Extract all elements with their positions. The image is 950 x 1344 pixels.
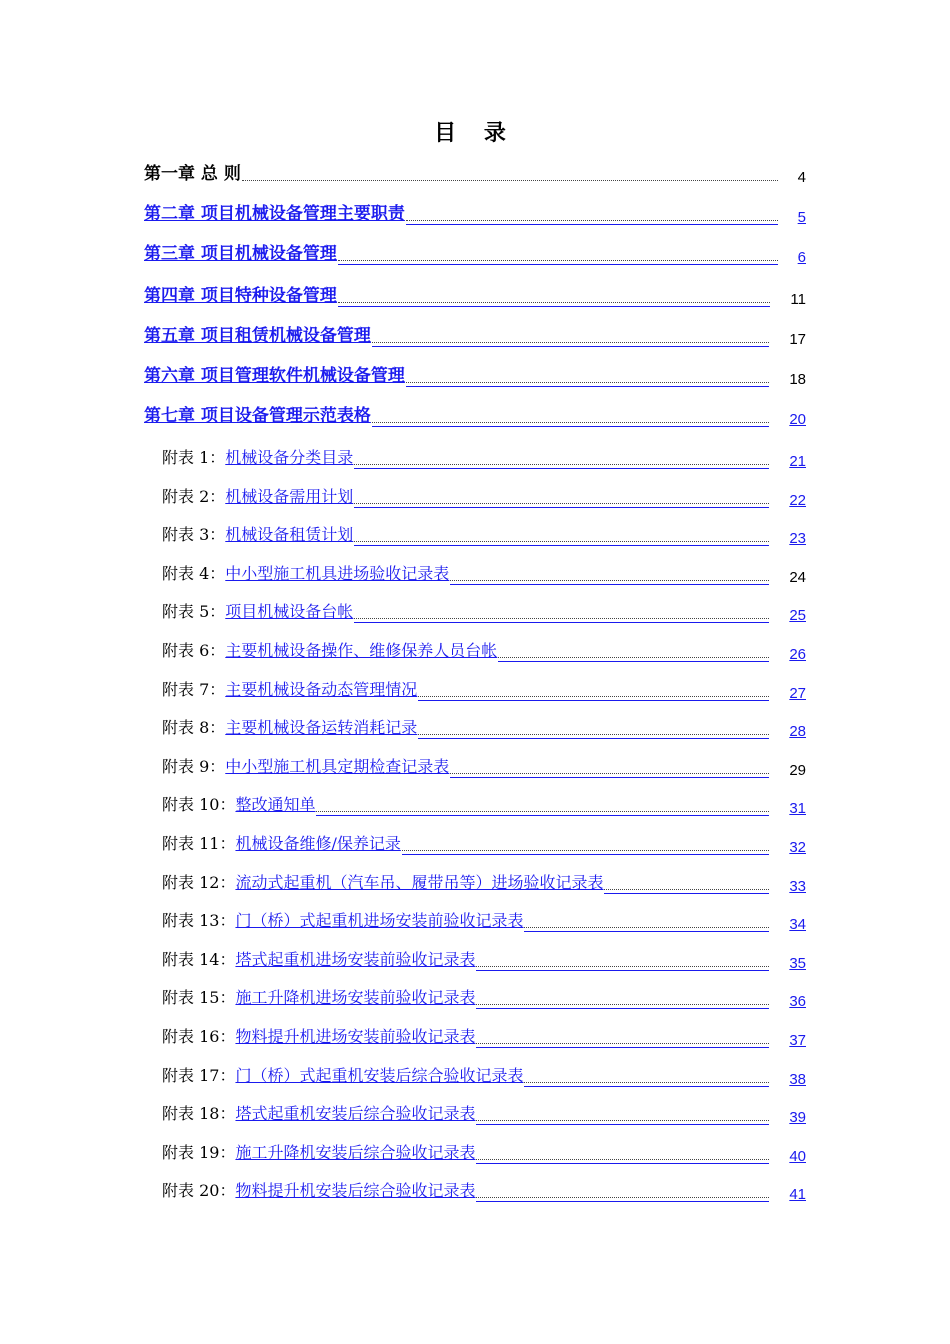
appendix-prefix: 附表 8： xyxy=(162,718,226,738)
toc-entry-link[interactable]: 门（桥）式起重机安装后综合验收记录表 xyxy=(235,1065,524,1085)
appendix-prefix: 附表 6： xyxy=(162,641,226,660)
toc-appendix-entry[interactable] xyxy=(162,444,806,470)
toc-entry-link[interactable]: 第六章 项目管理软件机械设备管理 xyxy=(144,366,405,386)
toc-entry-link[interactable]: 第三章 项目机械设备管理 xyxy=(144,244,337,264)
toc-entry-label xyxy=(162,985,475,1008)
appendix-prefix: 附表 15： xyxy=(162,988,236,1008)
dot-leader xyxy=(354,503,769,504)
toc-entry-label xyxy=(162,522,353,545)
toc-entry-label xyxy=(144,361,405,386)
appendix-prefix: 附表 19： xyxy=(162,1142,236,1162)
toc-entry-link[interactable]: 第五章 项目租赁机械设备管理 xyxy=(144,326,371,346)
link-underline xyxy=(354,468,769,469)
page-number[interactable]: 32 xyxy=(789,839,806,856)
page-number: 29 xyxy=(789,761,806,779)
toc-entry-link[interactable]: 流动式起重机（汽车吊、履带吊等）进场验收记录表 xyxy=(235,872,604,892)
link-underline xyxy=(406,224,778,225)
toc-entry-link[interactable]: 塔式起重机进场安装前验收记录表 xyxy=(235,949,476,969)
toc-appendix-entry[interactable] xyxy=(162,1139,806,1165)
toc-entry-label xyxy=(162,947,475,970)
toc-entry-link[interactable]: 项目机械设备台帐 xyxy=(225,602,354,622)
page-number[interactable]: 35 xyxy=(789,954,806,972)
toc-entry-label xyxy=(162,1024,475,1047)
toc-entry-link[interactable]: 门（桥）式起重机进场安装前验收记录表 xyxy=(235,911,524,931)
page-number: 4 xyxy=(797,169,806,186)
page-number[interactable]: 26 xyxy=(789,646,806,663)
dot-leader xyxy=(338,260,778,261)
toc-entry-link[interactable]: 主要机械设备动态管理情况 xyxy=(225,679,418,699)
toc-appendix-entry[interactable] xyxy=(162,946,806,972)
dot-leader xyxy=(476,1120,769,1121)
appendix-prefix: 附表 3： xyxy=(162,525,226,545)
page-number[interactable]: 27 xyxy=(789,684,806,702)
toc-entry-link[interactable]: 第四章 项目特种设备管理 xyxy=(144,286,337,306)
toc-entry-label xyxy=(162,1178,475,1201)
toc-entry-label xyxy=(144,199,405,224)
toc-entry-link[interactable]: 主要机械设备运转消耗记录 xyxy=(225,718,418,738)
toc-entry-link[interactable]: 第七章 项目设备管理示范表格 xyxy=(144,406,371,426)
toc-appendix-entry[interactable] xyxy=(162,907,806,933)
toc-entry-link[interactable]: 物料提升机安装后综合验收记录表 xyxy=(235,1181,476,1201)
toc-entry-link[interactable]: 第二章 项目机械设备管理主要职责 xyxy=(144,204,405,224)
appendix-prefix: 附表 12： xyxy=(162,872,236,892)
toc-entry-label xyxy=(162,484,353,507)
page-number[interactable]: 34 xyxy=(789,916,806,934)
toc-entry-link[interactable]: 中小型施工机具进场验收记录表 xyxy=(225,563,450,583)
dot-leader xyxy=(476,1197,769,1198)
dot-leader xyxy=(338,302,771,303)
link-underline xyxy=(450,584,769,585)
link-underline xyxy=(354,545,769,546)
toc-entry-label xyxy=(162,754,449,777)
link-underline xyxy=(524,931,769,932)
toc-entry-label xyxy=(162,792,315,815)
toc-entry-link[interactable]: 主要机械设备操作、维修保养人员台帐 xyxy=(225,641,498,660)
toc-appendix-entry[interactable] xyxy=(162,483,806,509)
toc-entry-label xyxy=(144,239,337,264)
appendix-prefix: 附表 5： xyxy=(162,602,226,622)
dot-leader xyxy=(418,696,769,697)
link-underline xyxy=(604,893,769,894)
appendix-prefix: 附表 11： xyxy=(162,834,236,853)
dot-leader xyxy=(476,1004,769,1005)
toc-chapter-entry xyxy=(144,282,806,308)
toc-appendix-entry[interactable] xyxy=(162,1023,806,1049)
toc-appendix-entry[interactable] xyxy=(162,598,806,624)
toc-chapter-entry xyxy=(144,160,806,186)
page-number[interactable]: 37 xyxy=(789,1032,806,1049)
link-underline xyxy=(524,1086,769,1087)
page-number[interactable]: 6 xyxy=(797,249,806,266)
dot-leader xyxy=(524,1082,769,1083)
link-underline xyxy=(402,854,769,855)
toc-entry-label xyxy=(144,401,371,426)
page-number[interactable]: 36 xyxy=(789,993,806,1011)
toc-entry-link[interactable]: 机械设备租赁计划 xyxy=(225,525,354,545)
toc-appendix-entry[interactable] xyxy=(162,714,806,740)
link-underline xyxy=(476,1008,769,1009)
toc-appendix-entry[interactable] xyxy=(162,830,806,856)
dot-leader xyxy=(316,811,769,812)
toc-title: 目 录 xyxy=(434,121,516,146)
appendix-prefix: 附表 16： xyxy=(162,1027,236,1046)
toc-appendix-entry[interactable] xyxy=(162,869,806,895)
toc-entry-label xyxy=(162,1140,475,1163)
dot-leader xyxy=(354,618,769,619)
page-number[interactable]: 21 xyxy=(789,453,806,470)
page-number: 24 xyxy=(789,568,806,586)
toc-appendix-entry[interactable] xyxy=(162,676,806,702)
dot-leader xyxy=(450,773,769,774)
link-underline xyxy=(338,264,778,265)
toc-entry-link[interactable]: 施工升降机安装后综合验收记录表 xyxy=(235,1142,476,1162)
link-underline xyxy=(450,777,769,778)
dot-leader xyxy=(242,180,778,181)
link-underline xyxy=(498,661,769,662)
dot-leader xyxy=(476,1043,769,1044)
toc-entry-link[interactable]: 中小型施工机具定期检查记录表 xyxy=(225,756,450,776)
appendix-prefix: 附表 10： xyxy=(162,795,236,815)
appendix-prefix: 附表 14： xyxy=(162,949,236,969)
dot-leader xyxy=(450,580,769,581)
dot-leader xyxy=(604,889,769,890)
page-number[interactable]: 33 xyxy=(789,877,806,895)
appendix-prefix: 附表 20： xyxy=(162,1181,236,1201)
page-number[interactable]: 38 xyxy=(789,1070,806,1088)
toc-chapter-entry[interactable] xyxy=(144,402,806,428)
link-underline xyxy=(354,622,769,623)
dot-leader xyxy=(354,464,769,465)
toc-appendix-entry[interactable] xyxy=(162,637,806,663)
toc-entry-link[interactable]: 整改通知单 xyxy=(235,795,316,815)
dot-leader xyxy=(406,382,769,383)
toc-entry-label xyxy=(162,561,449,584)
page-number[interactable]: 20 xyxy=(789,411,806,428)
page-number: 11 xyxy=(790,291,806,308)
link-underline xyxy=(476,1047,769,1048)
toc-chapter-entry[interactable] xyxy=(144,240,806,266)
appendix-prefix: 附表 13： xyxy=(162,911,236,931)
dot-leader xyxy=(498,657,769,658)
page-number[interactable]: 41 xyxy=(789,1186,806,1204)
page-number[interactable]: 22 xyxy=(789,491,806,509)
dot-leader xyxy=(372,422,769,423)
toc-appendix-entry[interactable] xyxy=(162,1062,806,1088)
page-number[interactable]: 40 xyxy=(789,1147,806,1165)
toc-entry-link[interactable]: 机械设备需用计划 xyxy=(225,486,354,506)
link-underline xyxy=(406,386,769,387)
page-number[interactable]: 39 xyxy=(789,1109,806,1127)
dot-leader xyxy=(354,541,769,542)
page-number[interactable]: 31 xyxy=(789,800,806,818)
dot-leader xyxy=(372,342,769,343)
toc-entry-link[interactable]: 塔式起重机安装后综合验收记录表 xyxy=(235,1104,476,1124)
link-underline xyxy=(338,306,771,307)
toc-entry-link[interactable]: 物料提升机进场安装前验收记录表 xyxy=(235,1027,476,1046)
page-number: 18 xyxy=(789,371,806,388)
toc-appendix-entry xyxy=(162,560,806,586)
appendix-prefix: 附表 2： xyxy=(162,486,226,506)
page-number[interactable]: 25 xyxy=(789,607,806,625)
toc-entry-label xyxy=(162,638,497,661)
link-underline xyxy=(476,1201,769,1202)
toc-appendix-entry[interactable] xyxy=(162,1100,806,1126)
toc-entry-label xyxy=(144,159,241,184)
page-number: 17 xyxy=(789,331,806,348)
toc-entry-label xyxy=(162,1101,475,1124)
link-underline xyxy=(476,1163,769,1164)
link-underline xyxy=(476,970,769,971)
link-underline xyxy=(316,815,769,816)
appendix-prefix: 附表 18： xyxy=(162,1104,236,1124)
appendix-prefix: 附表 17： xyxy=(162,1065,236,1085)
toc-entry-label xyxy=(162,908,523,931)
toc-entry-label xyxy=(144,321,371,346)
toc-entry-label xyxy=(162,445,353,468)
toc-entry-label xyxy=(162,1063,523,1086)
page-number[interactable]: 28 xyxy=(789,723,806,741)
toc-entry-label xyxy=(162,870,603,893)
toc-appendix-entry[interactable] xyxy=(162,984,806,1010)
dot-leader xyxy=(524,927,769,928)
dot-leader xyxy=(476,1159,769,1160)
toc-entry-label xyxy=(162,599,353,622)
toc-chapter-entry xyxy=(144,322,806,348)
toc-entry-label xyxy=(162,715,417,738)
link-underline xyxy=(372,426,769,427)
toc-entry-label xyxy=(162,677,417,700)
link-underline xyxy=(476,1124,769,1125)
page-number[interactable]: 23 xyxy=(789,530,806,548)
appendix-prefix: 附表 1： xyxy=(162,448,226,467)
toc-appendix-entry[interactable] xyxy=(162,1177,806,1203)
appendix-prefix: 附表 4： xyxy=(162,563,226,583)
toc-entry-label xyxy=(144,281,337,306)
toc-chapter-entry[interactable] xyxy=(144,200,806,226)
link-underline xyxy=(354,507,769,508)
link-underline xyxy=(418,738,769,739)
toc-entry-link[interactable]: 第一章 总 则 xyxy=(144,164,241,184)
toc-entry-link[interactable]: 机械设备分类目录 xyxy=(225,448,354,467)
toc-appendix-entry xyxy=(162,753,806,779)
toc-entry-label xyxy=(162,831,401,854)
toc-entry-link[interactable]: 施工升降机进场安装前验收记录表 xyxy=(235,988,476,1008)
link-underline xyxy=(418,700,769,701)
dot-leader xyxy=(476,966,769,967)
toc-appendix-entry[interactable] xyxy=(162,521,806,547)
appendix-prefix: 附表 7： xyxy=(162,679,226,699)
dot-leader xyxy=(402,850,769,851)
appendix-prefix: 附表 9： xyxy=(162,756,226,776)
dot-leader xyxy=(406,220,778,221)
link-underline xyxy=(372,346,769,347)
toc-entry-link[interactable]: 机械设备维修/保养记录 xyxy=(235,834,401,853)
toc-chapter-entry xyxy=(144,362,806,388)
dot-leader xyxy=(418,734,769,735)
page-number[interactable]: 5 xyxy=(797,209,806,226)
toc-appendix-entry[interactable] xyxy=(162,791,806,817)
